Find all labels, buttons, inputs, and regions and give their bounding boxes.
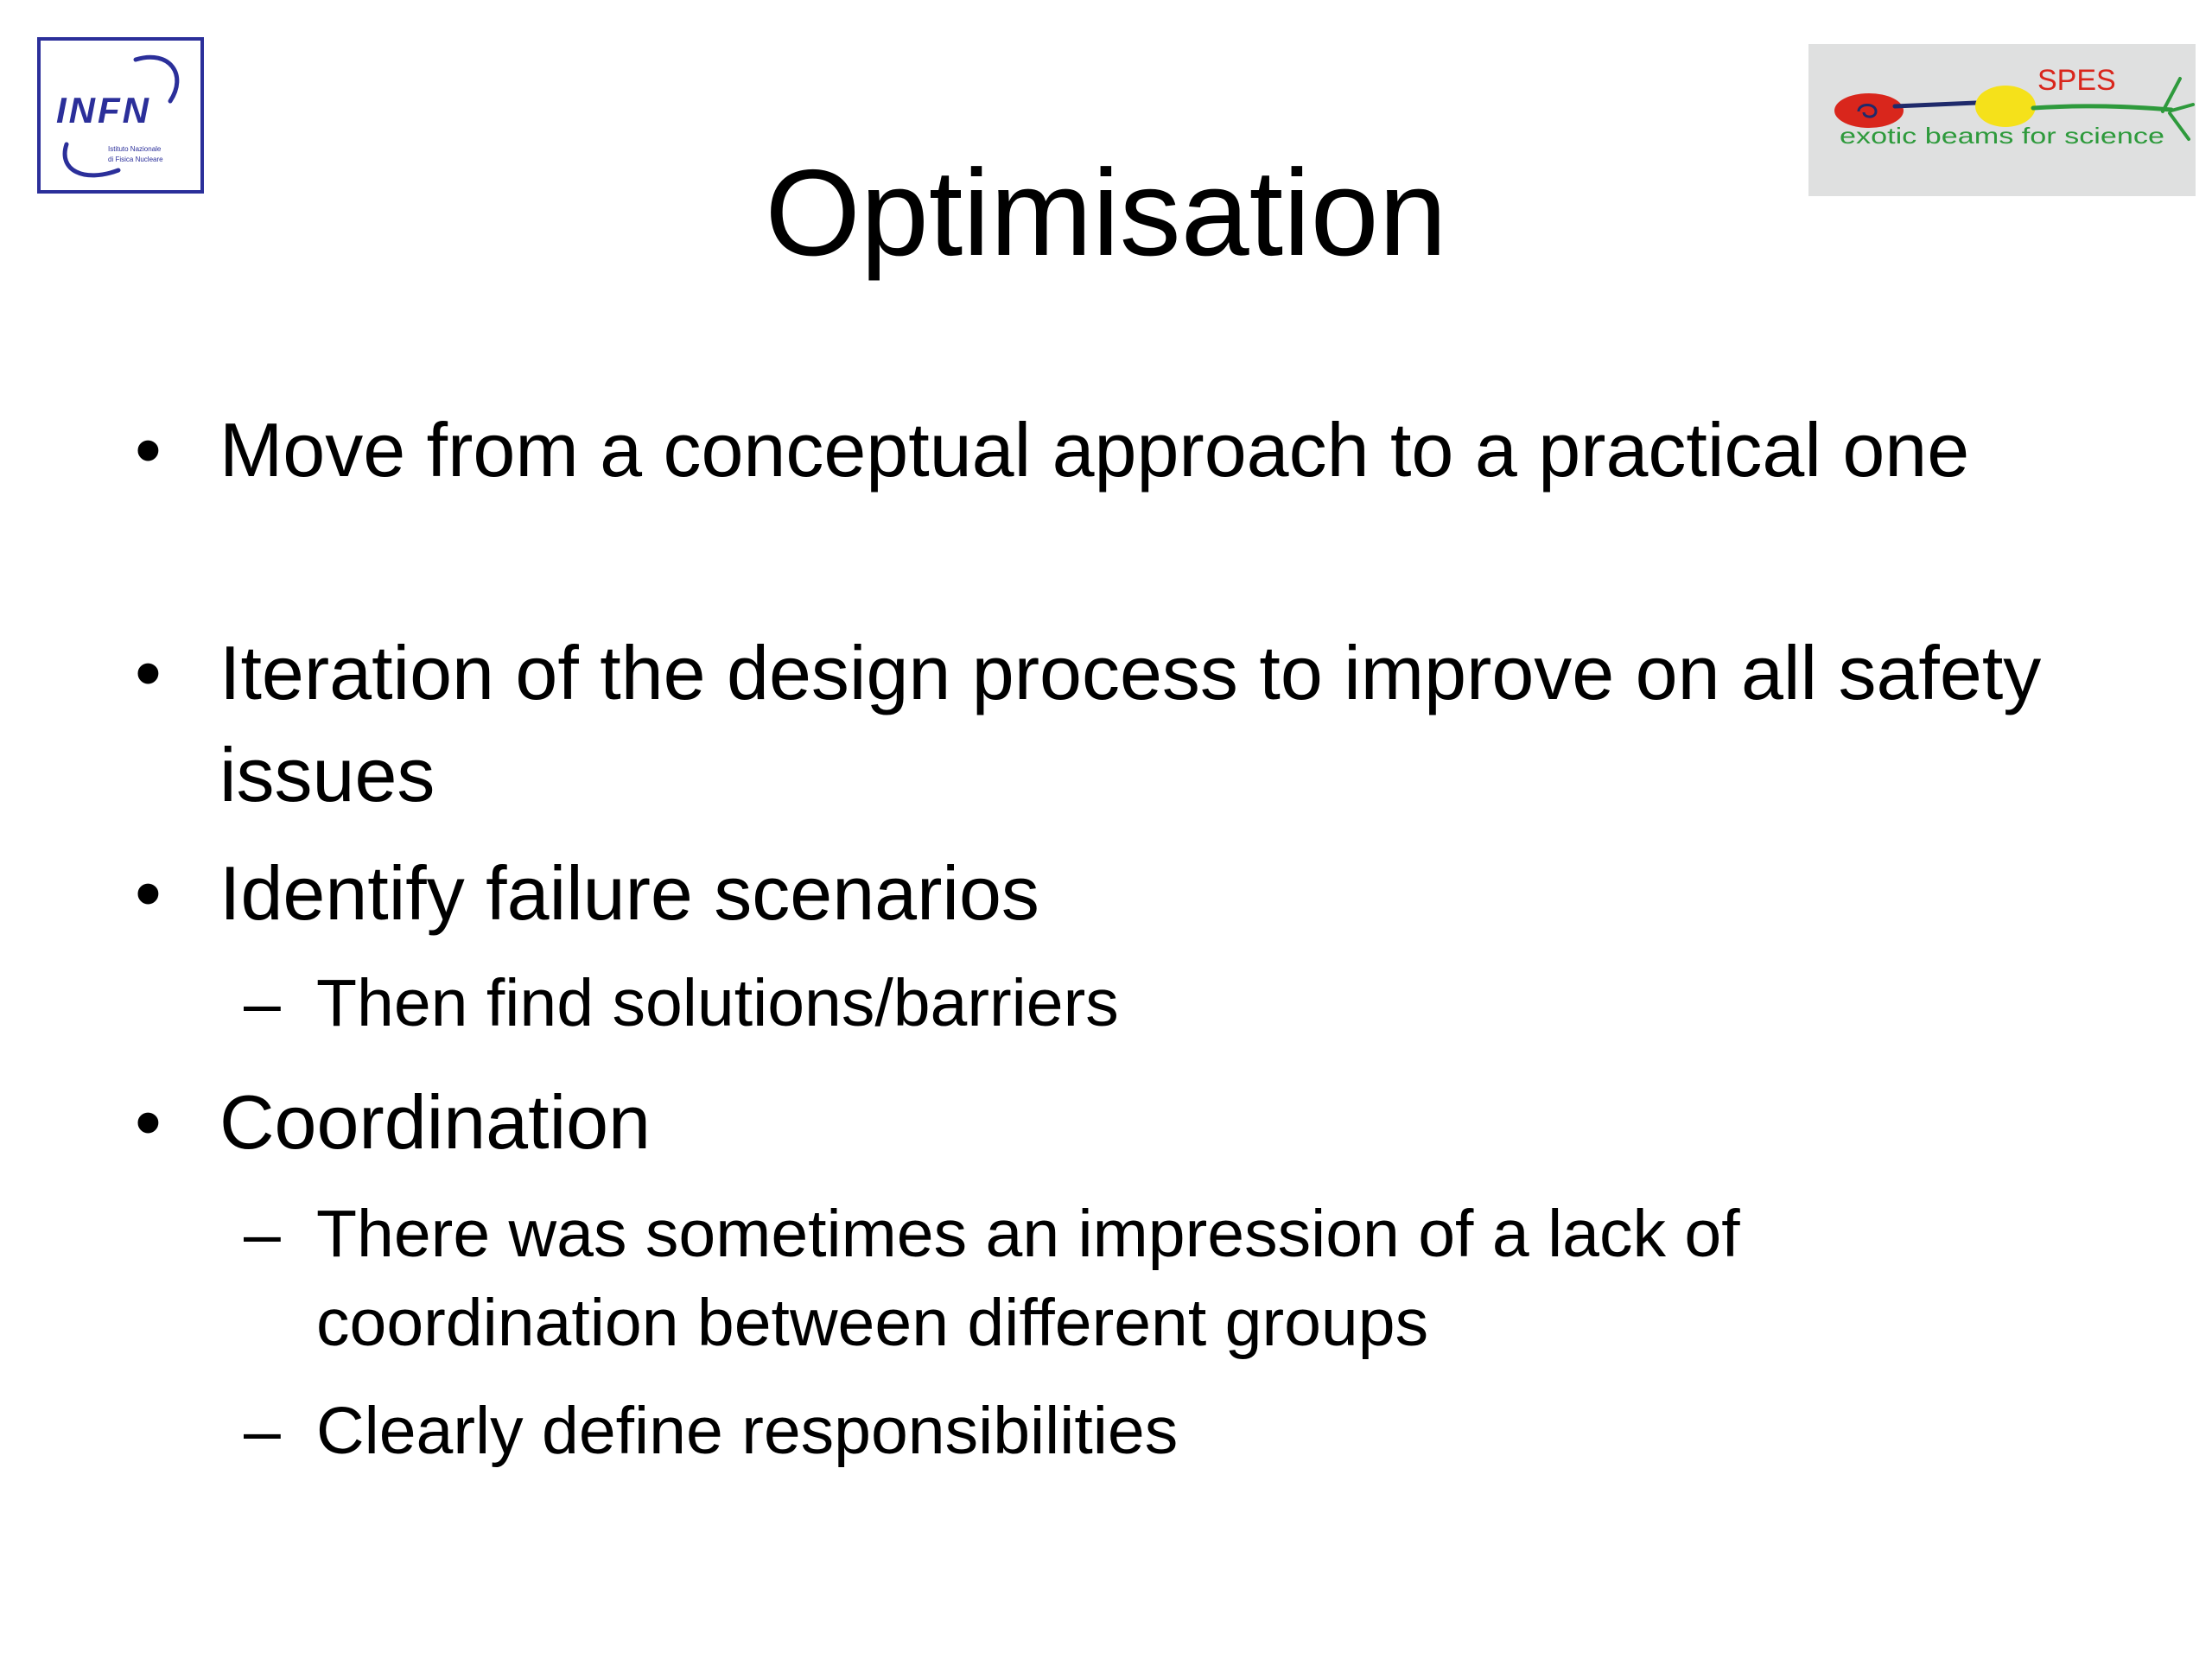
slide-title: Optimisation (765, 144, 1447, 282)
dash-marker: – (244, 1197, 281, 1271)
dash-marker: – (244, 1394, 281, 1468)
bullet-marker: • (135, 1079, 162, 1165)
bullet-text: Move from a conceptual approach to a practical one (219, 407, 1970, 493)
sub-bullet-text: Clearly define responsibilities (316, 1394, 1179, 1468)
bullet-marker: • (135, 407, 162, 493)
bullet-text: Iteration of the design process to improve on all safety issues (219, 630, 2042, 817)
dash-marker: – (244, 966, 281, 1040)
infn-subtitle-line2: di Fisica Nucleare (108, 156, 163, 163)
bullet-text: Coordination (219, 1079, 651, 1165)
bullet-marker: • (135, 630, 162, 715)
spes-tagline: exotic beams for science (1840, 123, 2164, 149)
sub-bullet-text: There was sometimes an impression of a lack of coordination between different groups (316, 1197, 1740, 1360)
bullet-marker: • (135, 850, 162, 936)
bullet-text: Identify failure scenarios (219, 850, 1039, 936)
infn-subtitle-line1: Istituto Nazionale (108, 145, 162, 153)
infn-wordmark: INFN (56, 90, 151, 130)
sub-bullet-text: Then find solutions/barriers (316, 966, 1119, 1040)
spes-wordmark: SPES (2037, 64, 2116, 97)
